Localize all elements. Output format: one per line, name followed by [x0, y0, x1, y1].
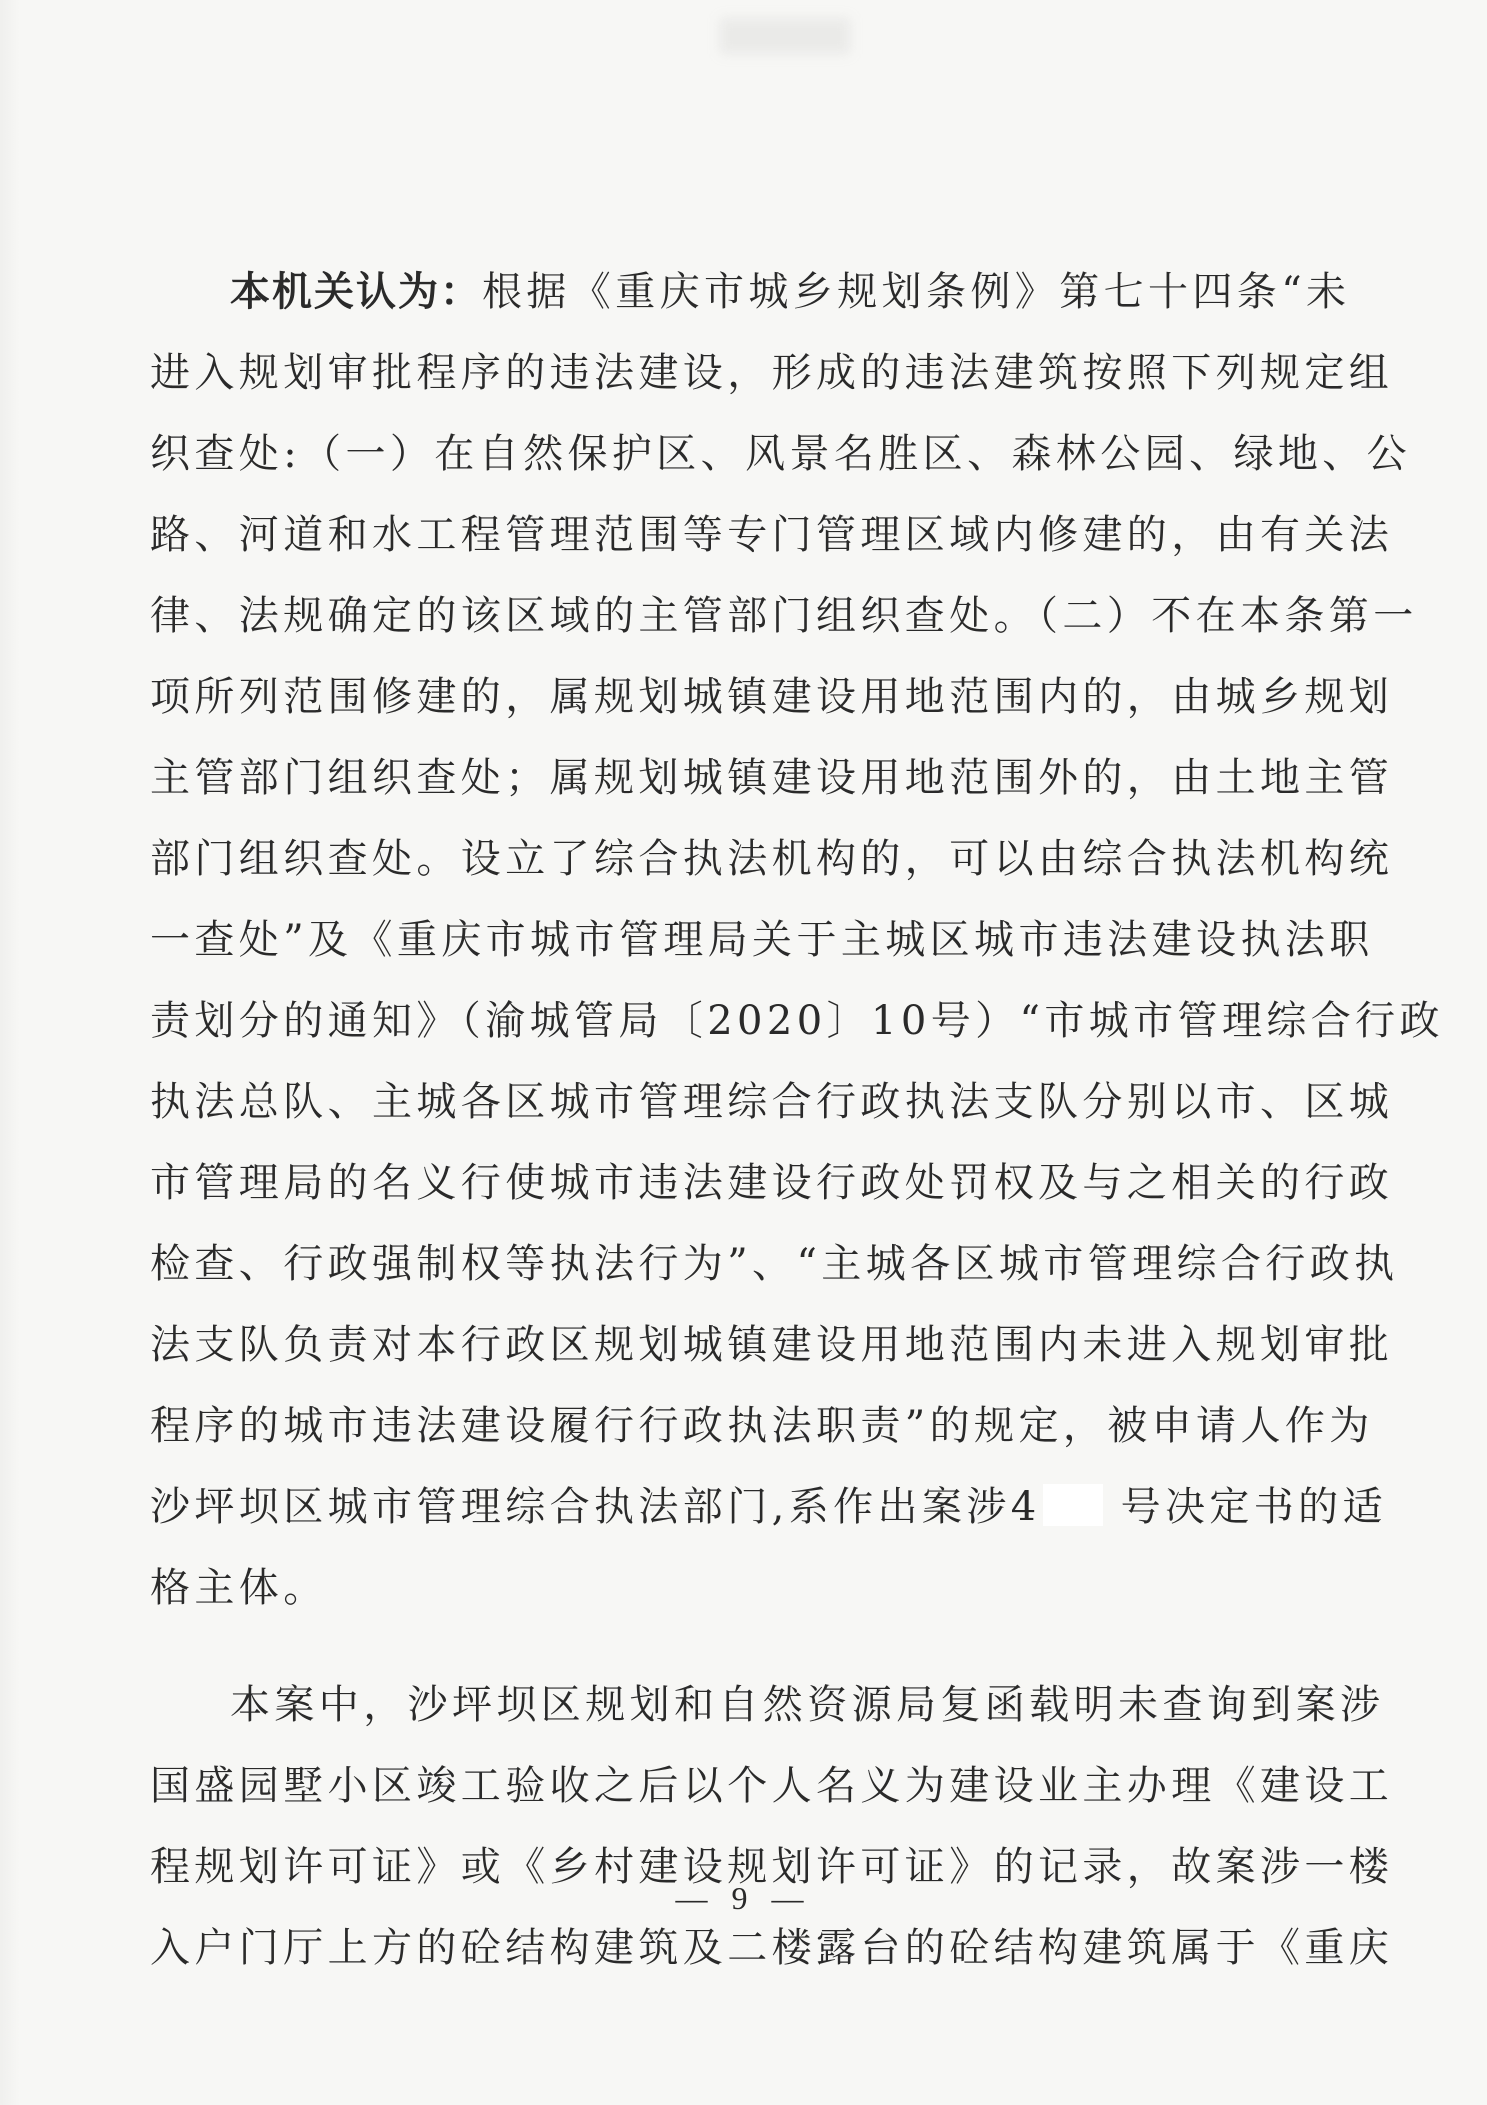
paragraph-line: 入户门厅上方的砼结构建筑及二楼露台的砼结构建筑属于《重庆	[150, 1925, 1394, 1971]
paragraph-line: 律、法规确定的该区域的主管部门组织查处。（二）不在本条第一	[150, 593, 1418, 639]
paragraph-lead-heading: 本机关认为：	[230, 269, 482, 315]
paragraph-line-text: 沙坪坝区城市管理综合执法部门,系作出案涉4	[150, 1484, 1041, 1530]
paragraph-line: 进入规划审批程序的违法建设，形成的违法建筑按照下列规定组	[150, 350, 1394, 396]
paragraph-line: 法支队负责对本行政区规划城镇建设用地范围内未进入规划审批	[150, 1322, 1394, 1368]
paragraph-line-text: 号决定书的适	[1120, 1484, 1387, 1530]
paragraph-line: 程规划许可证》或《乡村建设规划许可证》的记录，故案涉一楼	[150, 1844, 1394, 1890]
paragraph-line: 项所列范围修建的，属规划城镇建设用地范围内的，由城乡规划	[150, 674, 1394, 720]
page-number: — 9 —	[675, 1880, 812, 1916]
paragraph-line: 本案中，沙坪坝区规划和自然资源局复函载明未查询到案涉	[230, 1682, 1385, 1728]
redaction-box	[1043, 1484, 1103, 1526]
paragraph-line: 程序的城市违法建设履行行政执法职责”的规定，被申请人作为	[150, 1403, 1374, 1449]
paragraph-line	[150, 252, 1351, 333]
paragraph-line: 主管部门组织查处；属规划城镇建设用地范围外的，由土地主管	[150, 755, 1394, 801]
paragraph-line: 部门组织查处。设立了综合执法机构的，可以由综合执法机构统	[150, 836, 1394, 882]
paragraph-line: 检查、行政强制权等执法行为”、“主城各区城市管理综合行政执	[150, 1241, 1399, 1287]
paragraph-line: 执法总队、主城各区城市管理综合行政执法支队分别以市、区城	[150, 1079, 1394, 1125]
paragraph-line	[150, 1467, 1387, 1548]
paragraph-line: 国盛园墅小区竣工验收之后以个人名义为建设业主办理《建设工	[150, 1763, 1394, 1809]
paragraph-case-facts	[150, 1665, 1394, 1989]
document-body	[150, 252, 1444, 1989]
paragraph-line-text: 根据《重庆市城乡规划条例》第七十四条“未	[482, 269, 1351, 315]
paragraph-line: 一查处”及《重庆市城市管理局关于主城区城市违法建设执法职	[150, 917, 1374, 963]
paragraph-line: 织查处:（一）在自然保护区、风景名胜区、森林公园、绿地、公	[150, 431, 1412, 477]
paragraph-line: 路、河道和水工程管理范围等专门管理区域内修建的，由有关法	[150, 512, 1394, 558]
paragraph-spacer	[150, 1629, 1330, 1665]
scan-artifact	[720, 18, 850, 54]
paragraph-line: 格主体。	[150, 1565, 328, 1611]
paragraph-line: 责划分的通知》（渝城管局〔2020〕10号）“市城市管理综合行政	[150, 998, 1444, 1044]
paragraph-legal-basis	[150, 252, 1444, 1629]
paragraph-line: 市管理局的名义行使城市违法建设行政处罚权及与之相关的行政	[150, 1160, 1394, 1206]
